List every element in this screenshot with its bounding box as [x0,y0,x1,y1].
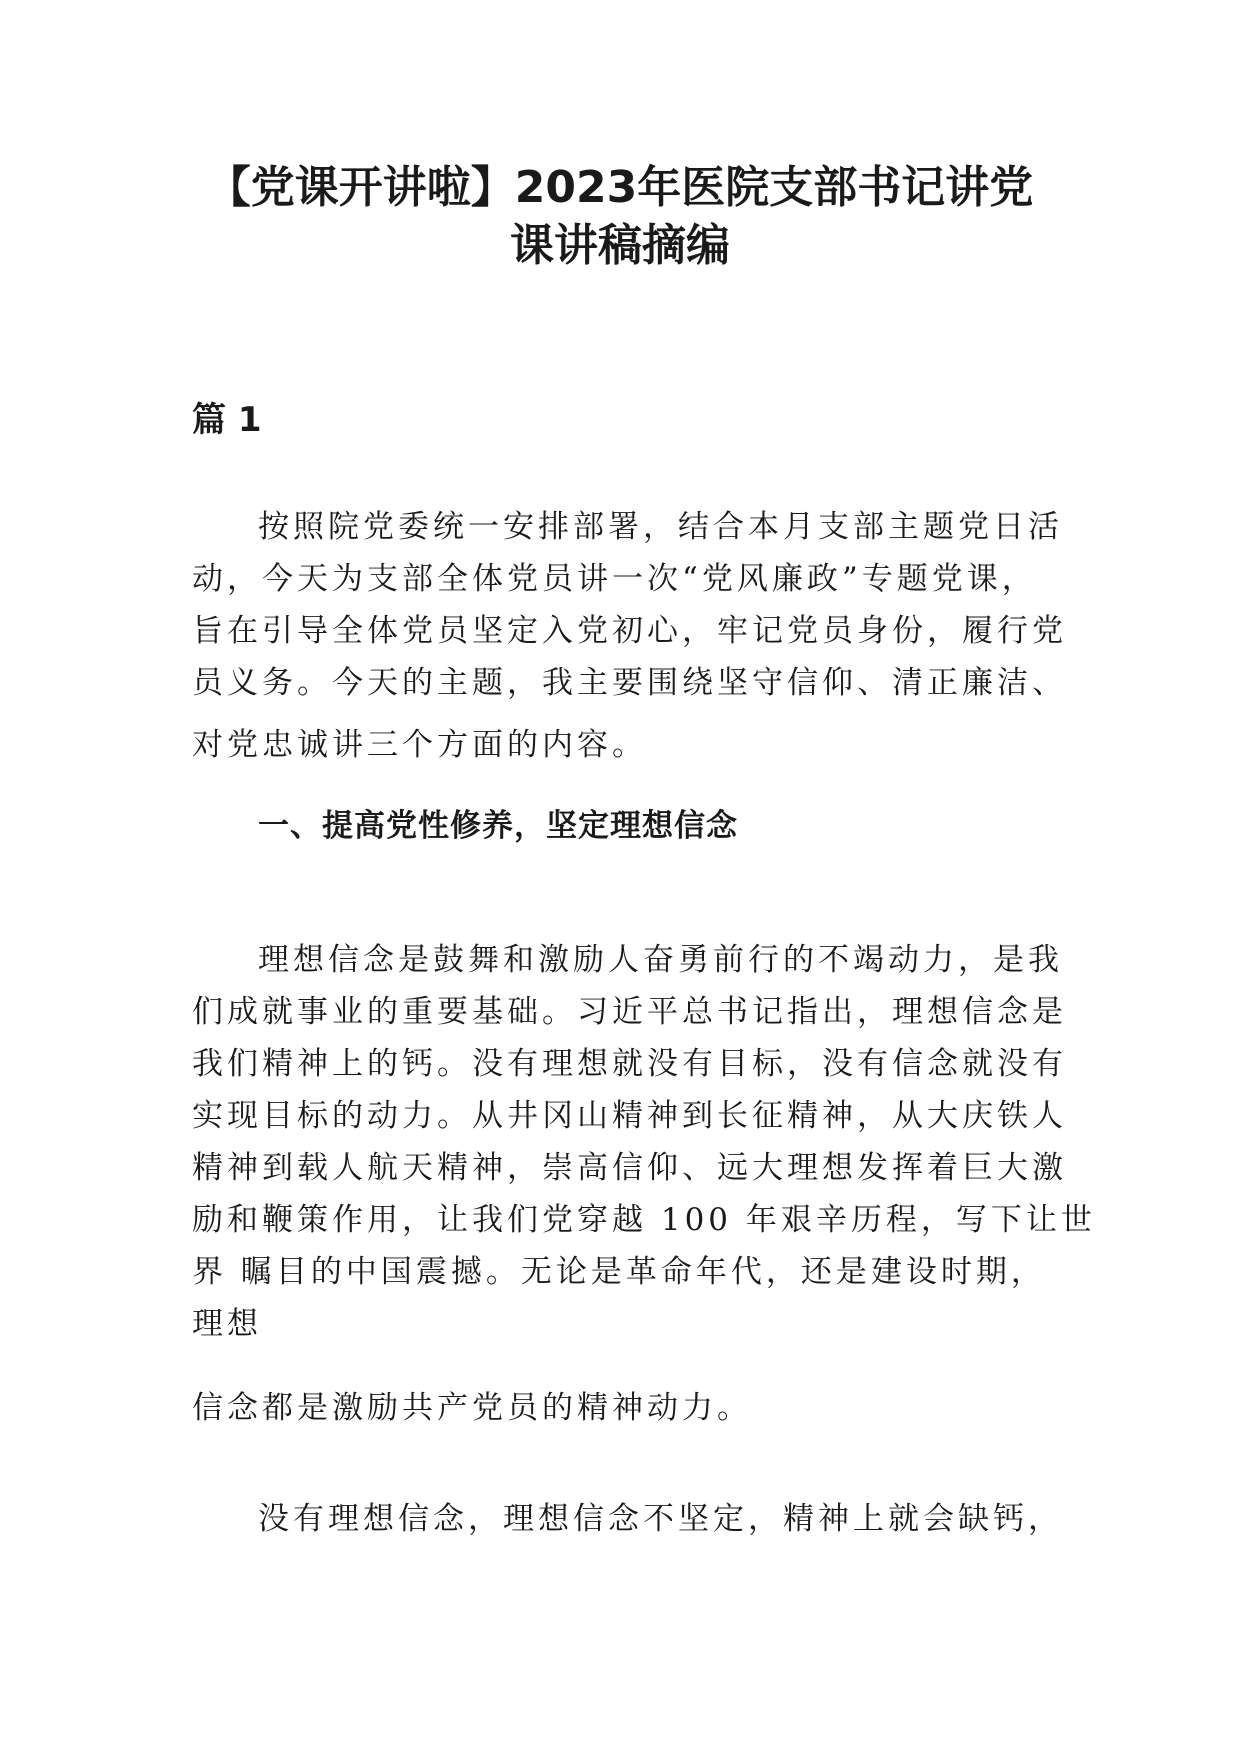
paragraph-1-line: 按照院党委统一安排部署，结合本月支部主题党日活 [258,509,1063,545]
paragraph-2-line: 精神到载人航天精神，崇高信仰、远大理想发挥着巨大激 [192,1150,1067,1186]
paragraph-1-line: 旨在引导全体党员坚定入党初心，牢记党员身份，履行党 [192,613,1067,649]
paragraph-2-line: 界 瞩目的中国震撼。无论是革命年代，还是建设时期， [192,1254,1046,1290]
paragraph-2-line: 实现目标的动力。从井冈山精神到长征精神，从大庆铁人 [192,1098,1067,1134]
paragraph-1-line: 员义务。今天的主题，我主要围绕坚守信仰、清正廉洁、 [192,665,1067,701]
paragraph-2-line: 理想信念是鼓舞和激励人奋勇前行的不竭动力，是我 [258,942,1063,978]
paragraph-2-line: 励和鞭策作用，让我们党穿越 100 年艰辛历程，写下让世 [192,1202,1096,1238]
document-title-line-2: 课讲稿摘编 [510,220,730,271]
paragraph-2-line: 理想 [192,1306,262,1342]
paragraph-1-line: 动，今天为支部全体党员讲一次“党风廉政”专题党课， [192,561,1037,597]
paragraph-2-line: 我们精神上的钙。没有理想就没有目标，没有信念就没有 [192,1046,1067,1082]
subheading-1: 一、提高党性修养，坚定理想信念 [258,808,738,844]
paragraph-3-line: 没有理想信念，理想信念不坚定，精神上就会缺钙， [258,1501,1063,1537]
document-title-line-1: 【党课开讲啦】2023年医院支部书记讲党 [206,162,1034,213]
paragraph-2-line: 们成就事业的重要基础。习近平总书记指出，理想信念是 [192,994,1067,1030]
paragraph-2-line: 信念都是激励共产党员的精神动力。 [192,1390,752,1426]
paragraph-1-line: 对党忠诚讲三个方面的内容。 [192,727,647,763]
section-label: 篇 1 [192,400,262,440]
